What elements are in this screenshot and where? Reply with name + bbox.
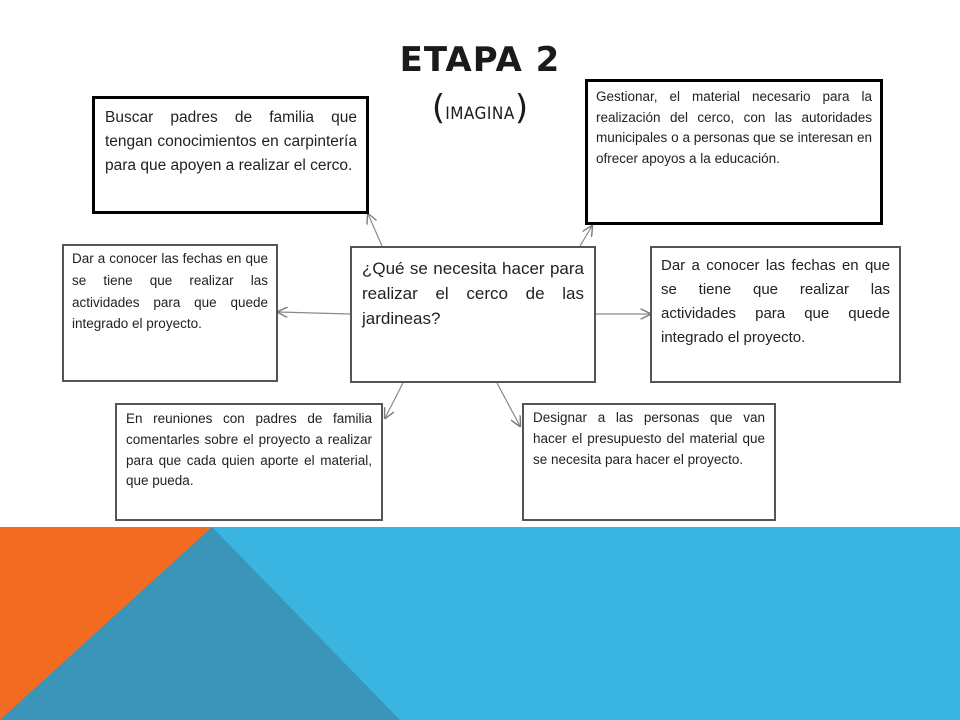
center-question-box <box>350 246 596 383</box>
box-top-right <box>585 79 883 225</box>
box-top-left <box>92 96 369 214</box>
subtitle-word: IMAGINA <box>445 104 515 124</box>
arrow-to-mid-left <box>278 312 350 314</box>
arrow-to-bottom-left <box>385 383 403 418</box>
box-bottom-left-text: En reuniones con padres de familia comentarles sobre el proyecto a realizar para que cada quien aporte el material, que pueda. <box>126 411 372 489</box>
subtitle-open-paren: ( <box>431 88 446 128</box>
subtitle-close-paren: ) <box>514 88 529 128</box>
center-question-text: ¿Qué se necesita hacer para realizar el cerco de las jardineas? <box>362 259 584 328</box>
page-title: ETAPA 2 <box>399 40 561 80</box>
box-top-left-text: Buscar padres de familia que tengan conocimientos en carpintería para que apoyen a realizar el cerco. <box>105 109 357 174</box>
box-mid-left-text: Dar a conocer las fechas en que se tiene que realizar las actividades para que quede integrado el proyecto. <box>72 251 268 332</box>
box-bottom-right-text: Designar a las personas que van hacer el presupuesto del material que se necesita para hacer el proyecto. <box>533 410 765 467</box>
box-bottom-left <box>115 403 383 521</box>
arrow-to-top-right <box>580 226 592 246</box>
box-mid-right-text: Dar a conocer las fechas en que se tiene que realizar las actividades para que quede integrado el proyecto. <box>661 257 890 346</box>
box-mid-right <box>650 246 901 383</box>
arrow-to-top-left <box>368 214 382 246</box>
arrow-to-bottom-right <box>497 383 520 426</box>
box-mid-left <box>62 244 278 382</box>
box-bottom-right <box>522 403 776 521</box>
box-top-right-text: Gestionar, el material necesario para la realización del cerco, con las autoridades municipales o a personas que se interesan en ofrecer apoyos a la educación. <box>596 89 872 166</box>
